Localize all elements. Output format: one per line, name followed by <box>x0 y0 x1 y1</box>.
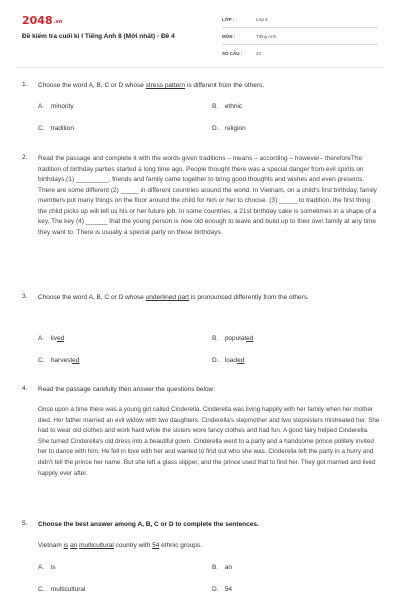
option-text: ethnic <box>224 103 243 110</box>
option-text: religion <box>224 125 246 132</box>
option-label: A. <box>38 103 45 110</box>
option-underlined-ending: ed <box>237 357 245 364</box>
logo-domain: .vn <box>53 19 63 25</box>
option-label: B. <box>212 103 219 110</box>
question-text: Read the passage carefully then answer the questions below: <box>38 386 216 393</box>
option-text: minority <box>50 103 74 110</box>
option-c[interactable] <box>38 586 86 593</box>
option-text: multicultural <box>50 586 86 593</box>
meta-value: 24 <box>256 51 262 56</box>
sentence-underlined: an <box>70 542 78 549</box>
meta-key: LỚP : <box>222 16 235 22</box>
question-text-post: is different from the others. <box>185 82 265 89</box>
sentence-part: Vietnam <box>38 542 64 549</box>
option-label: B. <box>212 335 219 342</box>
option-stem: load <box>224 357 238 364</box>
meta-info-table <box>222 11 378 62</box>
question-2 <box>22 154 378 284</box>
option-a[interactable] <box>38 103 74 110</box>
option-label: D. <box>212 586 219 593</box>
meta-row-subject <box>222 28 378 45</box>
meta-row-count <box>222 45 378 62</box>
question-number: 3. <box>22 293 28 300</box>
meta-row-class <box>222 11 378 28</box>
option-a[interactable] <box>38 335 64 342</box>
option-underlined-ending: ed <box>56 335 65 342</box>
question-text-pre: Choose the word A, B, C or D whose <box>38 294 146 301</box>
option-label: D. <box>212 357 219 364</box>
option-label: C. <box>38 357 45 364</box>
question-3 <box>22 293 378 371</box>
option-underlined-ending: ed <box>246 335 254 342</box>
question-5 <box>22 520 378 600</box>
meta-value: Lớp 8 <box>256 16 268 22</box>
option-label: A. <box>38 564 45 571</box>
question-4 <box>22 385 378 503</box>
option-label: B. <box>212 564 219 571</box>
sentence-part: ethnic groups. <box>159 542 202 549</box>
question-number: 4. <box>22 385 28 392</box>
sentence-underlined: 54 <box>152 542 160 549</box>
sentence-underlined: is <box>63 542 69 549</box>
question-number: 1. <box>22 81 28 88</box>
question-text <box>38 293 378 304</box>
option-stem: liv <box>50 335 57 342</box>
option-stem: populat <box>224 335 247 342</box>
option-label: D. <box>212 125 219 132</box>
option-text: an <box>224 564 233 571</box>
document-title: Đề kiểm tra cuối kì I Tiếng Anh 8 (Mới nhất) - Đề 4 <box>22 33 175 40</box>
option-text: 54 <box>224 586 233 593</box>
question-1 <box>22 81 378 139</box>
logo-number: 2048 <box>22 14 53 27</box>
site-logo[interactable] <box>22 14 62 27</box>
question-passage: Read the passage and complete it with the words given traditions – means – according – however– thereforeThe tradition of birthday parties started a long time ago. People thought there was a special danger from evil spirits on birthdays,(1) _________, friends and family came together to bring good thoughts and wishes and even presents. There are some different (2) _____ in different countries around the world. In Vietnam, on a child's first birthday, family members put many things on the floor around the child for him or her to choose. (3) _____ to tradition, the first thing the child picks up will tell us his or her future job. In some countries, a 21st birthday cake is sometimes in a shape of a key. The key (4) ______ that the young person is now old enough to leave and build up to their own family at any time they want to. There is usually a special party on these birthdays. <box>38 155 377 236</box>
option-c[interactable] <box>38 357 79 364</box>
option-label: C. <box>38 586 45 593</box>
question-number: 2. <box>22 154 28 161</box>
option-text: tradition <box>50 125 74 132</box>
meta-key: SỐ CÂU : <box>222 51 243 56</box>
question-text: Choose the best answer among A, B, C or D to complete the sentences. <box>38 521 259 528</box>
sentence-part: country with <box>113 542 153 549</box>
question-text-post: is pronounced differently from the others. <box>189 294 309 301</box>
question-text-pre: Choose the word A, B, C or D whose <box>38 82 146 89</box>
option-stem: harvest <box>50 357 73 364</box>
option-underlined-ending: ed <box>72 357 80 364</box>
option-a[interactable] <box>38 564 56 571</box>
option-c[interactable] <box>38 125 74 132</box>
option-d[interactable] <box>212 125 246 132</box>
reading-passage: Once upon a time there was a young girl called Cinderella. Cinderella was living happily with her family when her mother died. Her father married an evil widow with two daughters. Cinderella's stepmother and two stepsisters mistreated her. She had to wear old clothes and work hard while the sisters wore fancy clothes and had fun. A good fairy helped Cinderella. She turned Cinderella's old dress into a beautiful gown. Cinderella went to a party and a handsome prince politely invited her to dance with him. He fell in love with her and wanted to find out who she was. Cinderella left the party in a hurry and didn't tell the prince her name. But she left a glass slipper, and the prince used that to find her. They got married and lived happily ever after. <box>38 406 380 477</box>
option-b[interactable] <box>212 103 242 110</box>
question-number: 5. <box>22 520 28 527</box>
question-text-underlined: stress pattern <box>145 82 186 89</box>
option-b[interactable] <box>212 564 232 571</box>
option-text: is <box>50 564 56 571</box>
header <box>0 0 400 62</box>
option-label: C. <box>38 125 45 132</box>
question-sentence <box>38 541 378 552</box>
option-b[interactable] <box>212 335 253 342</box>
meta-value: Tiếng Anh <box>256 33 277 39</box>
sentence-underlined: multicultural <box>79 542 114 549</box>
option-d[interactable] <box>212 357 244 364</box>
meta-key: MÔN : <box>222 33 236 39</box>
question-text <box>38 81 378 92</box>
question-text-underlined: underlined part <box>145 294 190 301</box>
option-label: A. <box>38 335 45 342</box>
header-divider <box>16 67 384 68</box>
option-d[interactable] <box>212 586 232 593</box>
